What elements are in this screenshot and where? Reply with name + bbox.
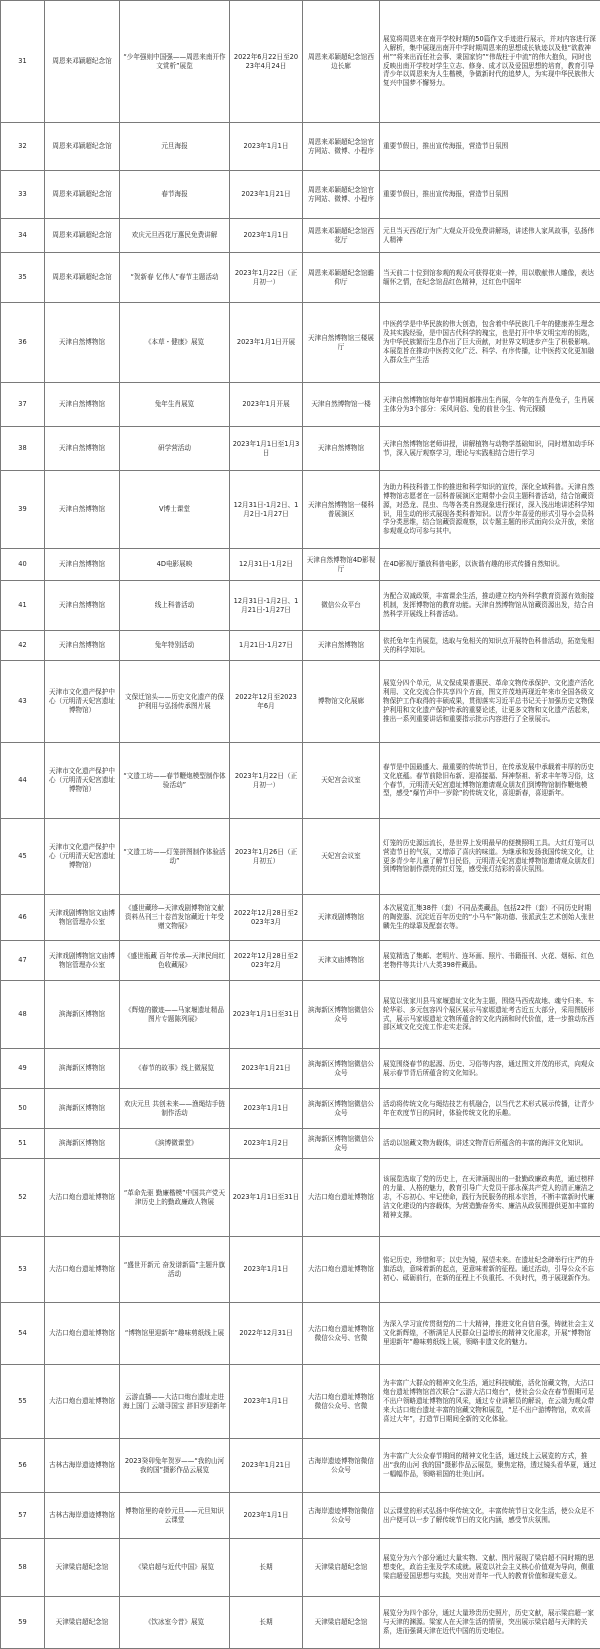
row-number: 36 (1, 303, 45, 383)
row-title: 《春节的故事》线上微展览 (120, 1049, 230, 1089)
table-row (1, 1539, 600, 1597)
row-time: 2023年1月22日（正月初一） (230, 253, 303, 303)
table-row (1, 303, 600, 383)
table-row (1, 819, 600, 895)
row-number: 35 (1, 253, 45, 303)
table-row (1, 941, 600, 981)
row-title: “文遗工坊——春节鞭炮模型制作体验活动” (120, 743, 230, 819)
table-row (1, 631, 600, 661)
row-description: 展览分为四个部分，通过大量珍贵历史照片，历史文献，展示梁启超一家与天津的渊源。梁家人在天津生活的情景，突出展示梁启超与天津的关系，进而强调天津在近代中国的历史地位。 (380, 1597, 600, 1649)
row-number: 56 (1, 1439, 45, 1493)
row-number: 46 (1, 895, 45, 941)
row-venue: 滨海新区博物馆 (45, 1089, 120, 1129)
row-place: 天妃宫会议室 (303, 743, 380, 819)
row-number: 48 (1, 981, 45, 1049)
row-time: 2023年1月1日至1月3日 (230, 427, 303, 471)
table-row (1, 581, 600, 631)
row-description: 依托兔年生肖展览，选取与兔相关的知识点开展特色科普活动，拓宽兔相关的科学知识。 (380, 631, 600, 661)
row-place: 周恩来邓颖超纪念馆西边长廊 (303, 1, 380, 123)
row-description: 为配合双减政策，丰富课余生活，推动建立校内外科学教育资源有效衔接机制，发挥博物馆的教育功能。天津自然博物馆从馆藏资源出发，结合自然科学开展线上科普活动。 (380, 581, 600, 631)
row-time: 长期 (230, 1539, 303, 1597)
table-row (1, 661, 600, 743)
row-place: 周恩来邓颖超纪念馆官方网站、微博、小程序 (303, 123, 380, 171)
row-description: 展览将周恩来在南开学校时期的50篇作文手迹进行展示，并对内容进行深入解析，集中展现出南开中学时期周恩来的思想成长轨迹以及他“欲救神州”“将来出而任社会事、秉国家钧”“伟哉柱于中流”的伟大抱负，同时也反映出南开学校对学生立志、修身、成才以及爱国思想的培育，教育引导青少年以周恩来为人生楷模，争做新时代的追梦人，为实现中华民族伟大复兴中国梦不懈努力。 (380, 1, 600, 123)
row-time: 2022年12月至2023年6月 (230, 661, 303, 743)
table-row (1, 1129, 600, 1159)
row-number: 44 (1, 743, 45, 819)
row-title: 《盛世瓶藏 百年传承—天津民间红色收藏展》 (120, 941, 230, 981)
table-row (1, 1159, 600, 1237)
row-description: 天津自然博物馆每年春节期间都推出生肖展，今年的生肖是兔子，生肖展主体分为3个部分：采风问俗、兔的前世今生、钩元探赜 (380, 383, 600, 427)
row-place: 大沽口炮台遗址博物馆 (303, 1159, 380, 1237)
row-number: 32 (1, 123, 45, 171)
row-place: 周恩来邓颖超纪念馆西花厅 (303, 219, 380, 253)
table-row (1, 1493, 600, 1539)
row-time: 2023年1月1日 (230, 1493, 303, 1539)
row-title: “博物馆里迎新年”趣味剪纸线上展 (120, 1303, 230, 1365)
table-row (1, 219, 600, 253)
table-row (1, 1049, 600, 1089)
row-number: 52 (1, 1159, 45, 1237)
row-venue: 滨海新区博物馆 (45, 1049, 120, 1089)
row-time: 2023年1月21日 (230, 171, 303, 219)
row-title: 欢庆元旦 共创未来——渔绳结手链制作活动 (120, 1089, 230, 1129)
row-place: 天津戏剧博物馆 (303, 895, 380, 941)
row-description: 中医药学是中华民族的伟大创造，包含着中华民族几千年的健康养生理念及其实践经验，是中国古代科学的瑰宝，也是打开中华文明宝库的钥匙，为中华民族繁衍生息作出了巨大贡献，对世界文明进步产生了积极影响。本展览旨在推动中医药文化广泛、科学、有序传播，让中医药文化更加融入群众生产生活 (380, 303, 600, 383)
row-title: “革命先驱 勤廉楷模”中国共产党天津历史上的勤政廉政人物展 (120, 1159, 230, 1237)
row-place: 天津自然博物馆三楼展厅 (303, 303, 380, 383)
row-place: 天津梁启超纪念馆 (303, 1539, 380, 1597)
row-time: 12月31日-1月2日、1月21日-1月27日 (230, 581, 303, 631)
row-venue: 天津梁启超纪念馆 (45, 1597, 120, 1649)
row-description: 本次展览汇集38件（套）不同品类藏品，包括22件（套）不同历史时期的陶瓷器、沉淀近百年历史的“小马车”陈功德、张派武生艺术创始人张世麟先生的绿靠及配套衣等。 (380, 895, 600, 941)
table-row (1, 1597, 600, 1649)
row-time: 2023年1月21日 (230, 1049, 303, 1089)
row-venue: 滨海新区博物馆 (45, 1129, 120, 1159)
table-row (1, 1089, 600, 1129)
row-time: 2023年1月1日开展 (230, 303, 303, 383)
row-title: 春节海报 (120, 171, 230, 219)
row-title: V博士课堂 (120, 471, 230, 549)
table-row (1, 981, 600, 1049)
row-place: 滨海新区博物馆微信公众号 (303, 1129, 380, 1159)
table-row (1, 895, 600, 941)
row-place: 天津自然博物馆一楼科普展演区 (303, 471, 380, 549)
row-time: 2022年6月22日至2023年4月24日 (230, 1, 303, 123)
table-row (1, 1303, 600, 1365)
row-time: 2023年1月1日 (230, 1237, 303, 1303)
row-place: 微信公众平台 (303, 581, 380, 631)
row-number: 39 (1, 471, 45, 549)
row-time: 2022年12月28日至2023年2月 (230, 941, 303, 981)
row-venue: 天津市文化遗产保护中心（元明清天妃宫遗址博物馆） (45, 661, 120, 743)
row-title: 研学营活动 (120, 427, 230, 471)
table-row (1, 383, 600, 427)
row-place: 大沽口炮台遗址博物馆 (303, 1237, 380, 1303)
row-title: 兔年特别活动 (120, 631, 230, 661)
row-venue: 大沽口炮台遗址博物馆 (45, 1237, 120, 1303)
row-title: “文遗工坊——灯笼拼图制作体验活动” (120, 819, 230, 895)
row-title: 《饮冰室今昔》展览 (120, 1597, 230, 1649)
row-title: “少年强则中国强——周恩来南开作文赏析”展览 (120, 1, 230, 123)
row-number: 51 (1, 1129, 45, 1159)
row-description: 灯笼的历史源远流长，是世界上发明最早的便携照明工具。大红灯笼可以营造节日的气氛，又增添了喜庆的味道。为继承和发扬我国传统文化，让更多青少年儿童了解节日民俗，元明清天妃宫遗址博物馆邀请观众朋友们到博物馆制作漂亮的红灯笼，感受张灯结彩的喜庆氛围。 (380, 819, 600, 895)
row-venue: 天津自然博物馆 (45, 303, 120, 383)
row-place: 博物馆文化展廊 (303, 661, 380, 743)
row-venue: 天津市文化遗产保护中心（元明清天妃宫遗址博物馆） (45, 743, 120, 819)
row-time: 12月31日-1月2日 (230, 549, 303, 581)
row-title: 线上科普活动 (120, 581, 230, 631)
row-description: 天津自然博物馆老师讲授，讲解植物与动物学基础知识，同时增加动手环节，深入展厅观察学习，理论与实践相结合进行学习 (380, 427, 600, 471)
row-venue: 天津自然博物馆 (45, 427, 120, 471)
row-description: 活动以馆藏文物为载体，讲述文物背后所蕴含的丰富的海洋文化知识。 (380, 1129, 600, 1159)
table-row (1, 471, 600, 549)
row-time: 12月31日-1月2日、1月2日-1月27日 (230, 471, 303, 549)
row-description: 以云课堂的形式弘扬中华传统文化，丰富传统节日文化生活，使公众足不出户便可以一步了解传统节日的文化内涵，感受节庆氛围。 (380, 1493, 600, 1539)
row-venue: 滨海新区博物馆 (45, 981, 120, 1049)
row-place: 天津自然博物馆 (303, 631, 380, 661)
row-number: 40 (1, 549, 45, 581)
row-title: 《盛世藏珍—天津戏剧博物馆文献资料丛刊三十卷首发馆藏近十年受赠文物展》 (120, 895, 230, 941)
row-venue: 天津自然博物馆 (45, 383, 120, 427)
row-time: 2023年1月开展 (230, 383, 303, 427)
row-number: 43 (1, 661, 45, 743)
row-number: 41 (1, 581, 45, 631)
row-description: 春节是中国最盛大、最重要的传统节日，在传承发展中承载着丰厚的历史文化底蕴。春节前除旧布新、迎禧接福、拜神祭祖、祈求丰年等习俗，这个春节，元明清天妃宫遗址博物馆邀请观众朋友们到博物馆制作鞭炮模型，感受“爆竹声中一岁除”的传统文化，喜迎新春，喜迎新年。 (380, 743, 600, 819)
row-place: 天津自然博物馆4D影视厅 (303, 549, 380, 581)
row-description: 元旦当天西花厅为广大观众开设免费讲解场，讲述伟人家风故事，弘扬伟人精神 (380, 219, 600, 253)
table-row (1, 123, 600, 171)
row-number: 31 (1, 1, 45, 123)
row-time: 2022年12月28日至2023年3月 (230, 895, 303, 941)
table-row (1, 253, 600, 303)
row-venue: 周恩来邓颖超纪念馆 (45, 1, 120, 123)
row-place: 周恩来邓颖超纪念馆瞻仰厅 (303, 253, 380, 303)
row-time: 2023年1月1日至31日 (230, 981, 303, 1049)
row-time: 2022年12月31日 (230, 1303, 303, 1365)
row-place: 古海岸遗迹博物馆微信公众号 (303, 1439, 380, 1493)
row-place: 滨海新区博物馆微信公众号 (303, 1089, 380, 1129)
row-time: 1月21日-1月27日 (230, 631, 303, 661)
row-venue: 天津自然博物馆 (45, 631, 120, 661)
row-time: 2023年1月22日（正月初一） (230, 743, 303, 819)
row-venue: 古林古海岸遗迹博物馆 (45, 1493, 120, 1539)
row-title: 文保迁馆头——历史文化遗产的保护利用与弘扬传承图片展 (120, 661, 230, 743)
table-row (1, 743, 600, 819)
row-description: 展览精选了集邮、老明片、连环画、照片、书籍报刊、火花、烟标、红色老物件等共计八大类398件藏品。 (380, 941, 600, 981)
row-place: 大沽口炮台遗址博物馆微信公众号、官微 (303, 1365, 380, 1439)
row-venue: 天津戏剧博物馆文庙博物馆管理办公室 (45, 941, 120, 981)
table-row (1, 549, 600, 581)
row-number: 50 (1, 1089, 45, 1129)
row-number: 54 (1, 1303, 45, 1365)
row-venue: 天津梁启超纪念馆 (45, 1539, 120, 1597)
table-row (1, 1365, 600, 1439)
row-place: 天津自然博物馆一楼 (303, 383, 380, 427)
table-row (1, 1, 600, 123)
row-title: 元旦海报 (120, 123, 230, 171)
row-title: 2023癸卯兔年贺岁——“我的山河 我的国”摄影作品云展览 (120, 1439, 230, 1493)
row-number: 53 (1, 1237, 45, 1303)
row-time: 2023年1月1日 (230, 123, 303, 171)
event-table-body (1, 1, 600, 1649)
row-place: 天津自然博物馆 (303, 427, 380, 471)
row-venue: 天津市文化遗产保护中心（元明清天妃宫遗址博物馆） (45, 819, 120, 895)
row-description: 为丰富广大群众的精神文化生活，通过科技赋能，活化馆藏文物，大沽口炮台遗址博物馆首次联合“云游大沽口炮台”，使社会公众在春节假期可足不出户领略遗址博物馆的风采，通过专业讲解员的解说，在云端为观众带来大沽口炮台遗址丰富的馆藏文物和展览，“足不出户游博物馆，欢欢喜喜过大年”，打造节日期间全新的文化体验。 (380, 1365, 600, 1439)
row-description: 活动将传统文化与绳结技艺有机融合，以当代艺术形式展示传播，让青少年在欢度节日的同时，体验传统文化的乐趣。 (380, 1089, 600, 1129)
row-time: 长期 (230, 1597, 303, 1649)
row-title: “贺新春 忆伟人”春节主题活动 (120, 253, 230, 303)
row-title: 云游直播——大沽口炮台遗址走进海上国门 云端寻国宝 辞旧岁迎新年 (120, 1365, 230, 1439)
row-number: 58 (1, 1539, 45, 1597)
row-place: 大沽口炮台遗址博物馆微信公众号、官微 (303, 1303, 380, 1365)
row-place: 周恩来邓颖超纪念馆官方网站、微博、小程序 (303, 171, 380, 219)
row-number: 47 (1, 941, 45, 981)
row-time: 2023年1月1日 (230, 1089, 303, 1129)
row-place: 滨海新区博物馆微信公众号 (303, 1049, 380, 1089)
row-description: 展览分四个单元，从文保成果普惠民、革命文物传承保护、文化遗产活化利用、文化交流合作共享四个方面，图文并茂地再现近年来市全国各级文物保护工作取得的丰硕成果，贯彻落实习近平总书记关于加强历史文物保护利用和文化遗产保护传承的重要论述，让更多文物和文化遗产活起来，推出一系列重要讲话和重要指示批示内容进行了全景展示。 (380, 661, 600, 743)
row-time: 2023年1月2日 (230, 1129, 303, 1159)
row-number: 49 (1, 1049, 45, 1089)
row-title: 《本草・健康》展览 (120, 303, 230, 383)
row-number: 38 (1, 427, 45, 471)
row-description: 展览围绕春节的起源、历史、习俗等内容，通过图文并茂的形式，向观众展示春节背后所蕴含的文化知识。 (380, 1049, 600, 1089)
row-description: 铭记历史，珍惜和平；以史为镜，展望未来。在遗址纪念碑举行庄严的升旗活动，意味着新的起点，更意味着新的征程。通过活动，引导公众不忘初心、砥砺前行，在新的征程上不负重托、不负时代，勇于展现新作为。 (380, 1237, 600, 1303)
row-description: 当天前二十位到馆参观的观众可获得花束一捧，用以敬献伟人雕像，表达缅怀之情，在纪念馆品红色精神，过红色中国年 (380, 253, 600, 303)
row-title: 欢庆元旦西花厅惠民免费讲解 (120, 219, 230, 253)
table-row (1, 1439, 600, 1493)
row-place: 天津文庙博物馆 (303, 941, 380, 981)
row-time: 2023年1月1日 (230, 219, 303, 253)
row-venue: 周恩来邓颖超纪念馆 (45, 253, 120, 303)
table-row (1, 1237, 600, 1303)
row-description: 为深入学习宣传贯彻党的二十大精神，推进文化自信自强，铸就社会主义文化新辉煌，不断满足人民群众日益增长的精神文化需求，开展“博物馆里迎新年”趣味剪纸线上展，领略非遗文化的魅力。 (380, 1303, 600, 1365)
row-title: 博物馆里的奇妙元旦——元旦知识云课堂 (120, 1493, 230, 1539)
row-description: 重要节假日，推出宣传海报，营造节日氛围 (380, 171, 600, 219)
row-venue: 天津自然博物馆 (45, 581, 120, 631)
table-row (1, 427, 600, 471)
row-place: 滨海新区博物馆微信公众号 (303, 981, 380, 1049)
row-description: 为丰富广大公众春节期间的精神文化生活，通过线上云展览的方式，推出“我的山河 我的国”摄影作品云展览，聚焦定格，透过镜头看华夏，通过一幅幅作品，领略祖国的壮美山河。 (380, 1439, 600, 1493)
row-number: 37 (1, 383, 45, 427)
row-title: 《滨博微课堂》 (120, 1129, 230, 1159)
row-venue: 天津戏剧博物馆文庙博物馆管理办公室 (45, 895, 120, 941)
row-number: 34 (1, 219, 45, 253)
row-description: 该展览选取了党的历史上，在天津涌现出的一批勤政廉政典范，通过榜样的力量、人格的魅力，教育引导广大党员干部永葆共产党人的清正廉洁之志，不忘初心、牢记使命，践行为民服务的根本宗旨，不断丰富新时代廉洁文化建设的内容载体，为营造勤奋务实、廉洁从政氛围提供更加丰富的精神支撑。 (380, 1159, 600, 1237)
row-venue: 周恩来邓颖超纪念馆 (45, 123, 120, 171)
row-description: 展览分为六个部分通过大量实物、文献、图片展现了梁启超不同时期的思想变化，政治主张及学术成就。展览以社会主义核心价值观为导向，侧重梁启超爱国思想与实践，突出对青年一代人的教育价值和现实意义。 (380, 1539, 600, 1597)
row-place: 天妃宫会议室 (303, 819, 380, 895)
row-venue: 大沽口炮台遗址博物馆 (45, 1159, 120, 1237)
row-number: 45 (1, 819, 45, 895)
row-venue: 周恩来邓颖超纪念馆 (45, 219, 120, 253)
row-number: 55 (1, 1365, 45, 1439)
row-time: 2023年1月1日至31日 (230, 1159, 303, 1237)
row-number: 33 (1, 171, 45, 219)
row-description: 在4D影视厅播放科普电影，以诙谐有趣的形式传播自然知识。 (380, 549, 600, 581)
row-description: 展览以张家川县马家堰遗址文化为主题，围绕马西戎故地、魂兮归来、车轮华彩、多元包容四个展区展示马家塬遗址考古近五大部分，采用图版形式，展示马家塬遗址文物所蕴含的文化内涵和时代价值，进一步推动东西部区域文化交流工作走实走深。 (380, 981, 600, 1049)
row-venue: 大沽口炮台遗址博物馆 (45, 1365, 120, 1439)
row-title: 《辉煌的徽迹——马家堰遗址精品图片专题陈列展》 (120, 981, 230, 1049)
row-venue: 周恩来邓颖超纪念馆 (45, 171, 120, 219)
row-time: 2023年1月1日 (230, 1365, 303, 1439)
row-place: 天津梁启超纪念馆 (303, 1597, 380, 1649)
row-number: 42 (1, 631, 45, 661)
row-venue: 大沽口炮台遗址博物馆 (45, 1303, 120, 1365)
row-number: 59 (1, 1597, 45, 1649)
row-number: 57 (1, 1493, 45, 1539)
row-venue: 天津自然博物馆 (45, 471, 120, 549)
row-title: 兔年生肖展览 (120, 383, 230, 427)
row-venue: 古林古海岸遗迹博物馆 (45, 1439, 120, 1493)
row-time: 2023年1月26日（正月初五） (230, 819, 303, 895)
row-title: 《梁启超与近代中国》展览 (120, 1539, 230, 1597)
row-description: 重要节假日，推出宣传海报，营造节日氛围 (380, 123, 600, 171)
row-time: 2023年1月21日 (230, 1439, 303, 1493)
row-venue: 天津自然博物馆 (45, 549, 120, 581)
row-title: “盛世开新元 奋发谱新篇”主题升旗活动 (120, 1237, 230, 1303)
row-description: 为助力科技科普工作的推进和科学知识的宣传，深化全域科普。天津自然博物馆志愿者在一层科普展演区定期带小会员主题科普活动，结合馆藏资源，对恐龙、昆虫、鸟等各类自然现象进行探讨，深入浅出地讲述科学知识，用生动的形式展现各类科普知识。以青少年喜爱的形式引导小会员科学分类思维，结合馆藏资源观察，以专题主题的形式面向公众开放，来馆参观观众均可参与其中。 (380, 471, 600, 549)
table-row (1, 171, 600, 219)
row-place: 古海岸遗迹博物馆微信公众号 (303, 1493, 380, 1539)
row-title: 4D电影展映 (120, 549, 230, 581)
